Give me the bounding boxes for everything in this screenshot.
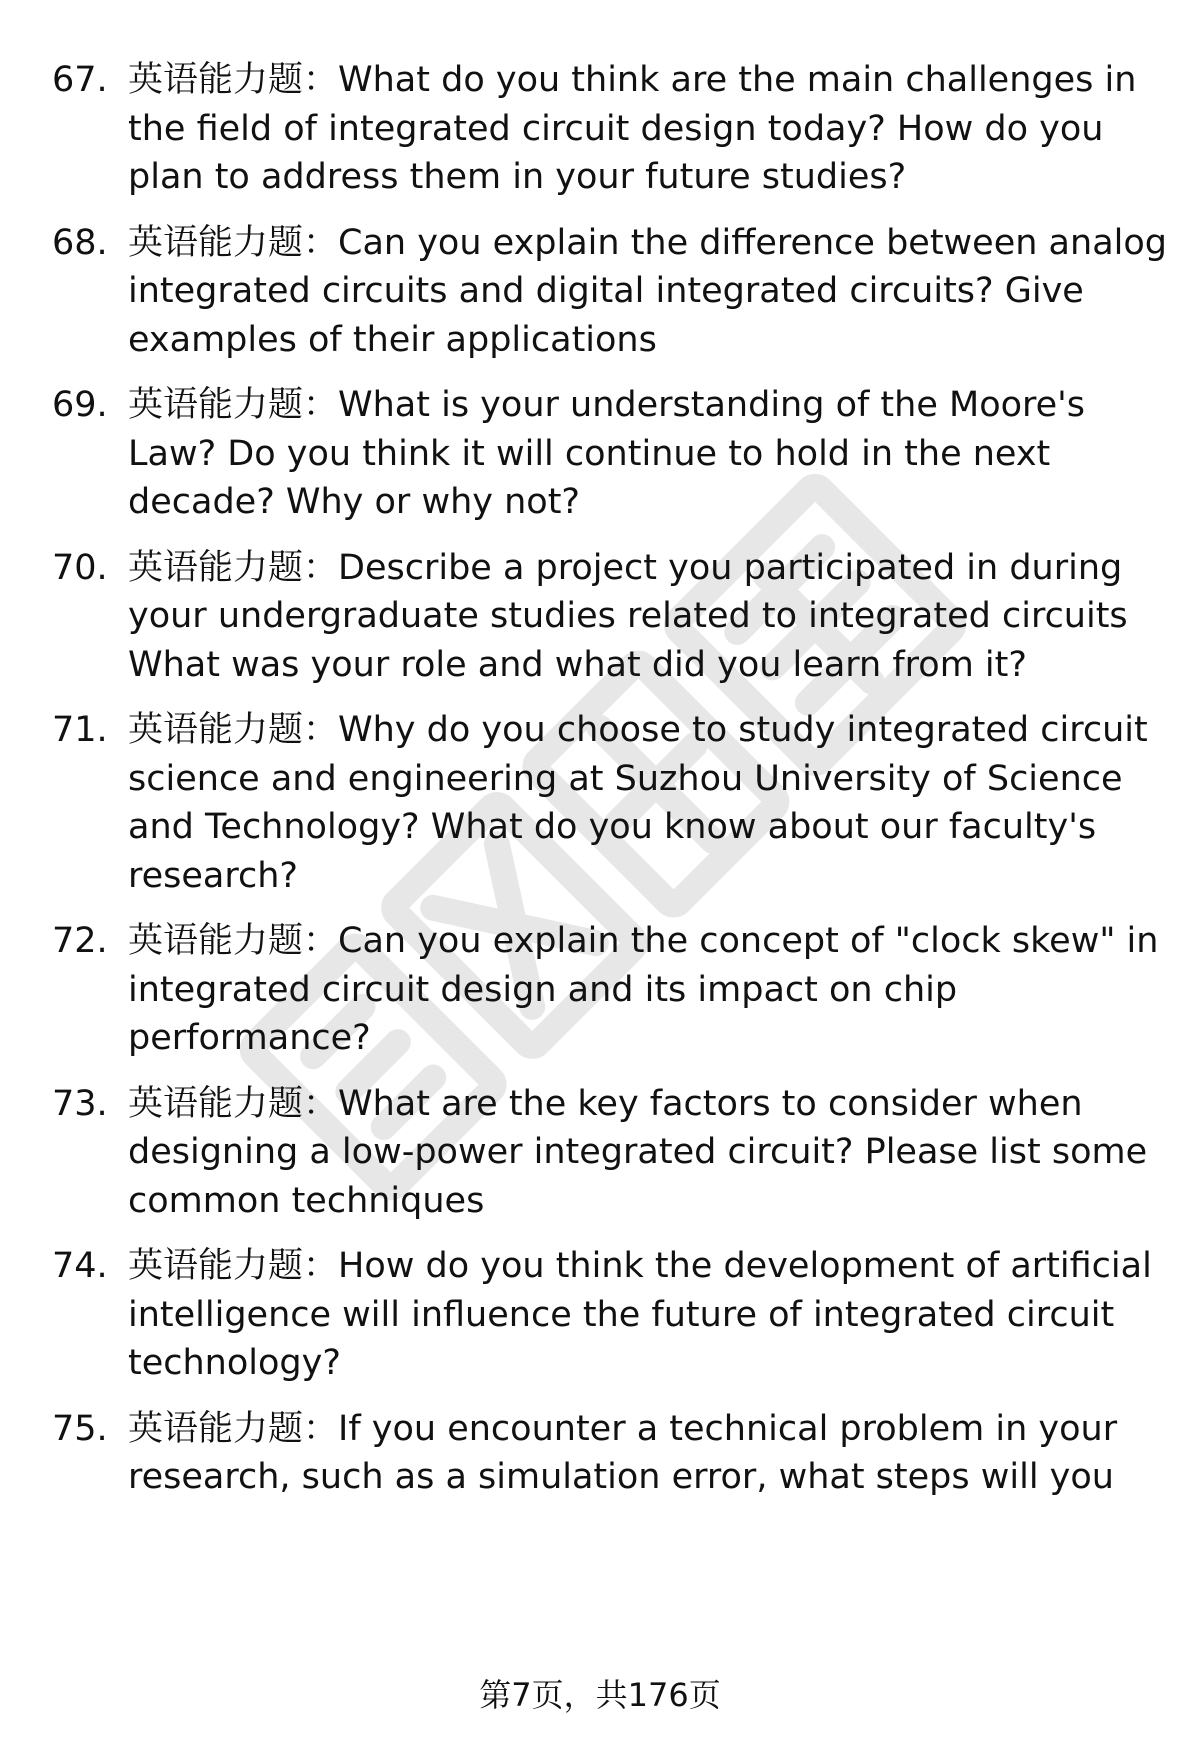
question-text: Can you explain the concept of "clock skew" in integrated circuit design and its impact on chip performance? xyxy=(128,921,1159,1058)
question-prefix: 英语能力题： xyxy=(128,1408,339,1449)
question-list xyxy=(52,56,1172,1519)
question-text: If you encounter a technical problem in your research, such as a simulation error, what steps will you xyxy=(128,1408,1118,1497)
question-item-69 xyxy=(52,381,1172,527)
question-body xyxy=(128,1405,1172,1502)
question-number: 67. xyxy=(52,60,108,100)
question-prefix: 英语能力题： xyxy=(128,1246,339,1286)
question-body xyxy=(128,219,1172,365)
question-body xyxy=(128,706,1172,900)
question-body xyxy=(128,917,1172,1063)
question-number: 71. xyxy=(52,710,108,750)
question-text: Can you explain the difference between analog integrated circuits and digital integrated circuits? Give examples of their applications xyxy=(128,222,1167,360)
question-body xyxy=(128,381,1172,527)
question-text: Why do you choose to study integrated circuit science and engineering at Suzhou University of Science and Technology? What do you know about our faculty's research? xyxy=(128,710,1148,896)
question-item-72 xyxy=(52,917,1172,1063)
question-number: 70. xyxy=(52,547,108,588)
question-number: 75. xyxy=(52,1408,108,1449)
question-body xyxy=(128,544,1172,690)
question-prefix: 英语能力题： xyxy=(128,710,339,750)
question-number: 69. xyxy=(52,385,108,425)
question-text: What is your understanding of the Moore's Law? Do you think it will continue to hold in the next decade? Why or why not? xyxy=(128,385,1086,522)
page-number-label: 第7页，共176页 xyxy=(479,1676,721,1714)
question-body xyxy=(128,1242,1172,1388)
page-footer xyxy=(0,1675,1200,1715)
question-text: How do you think the development of artificial intelligence will influence the future of integrated circuit technology? xyxy=(128,1246,1152,1383)
question-prefix: 英语能力题： xyxy=(128,385,339,425)
question-text: What do you think are the main challenges in the field of integrated circuit design today? How do you plan to address them in your future studies? xyxy=(128,60,1137,197)
question-item-73 xyxy=(52,1080,1172,1226)
question-item-74 xyxy=(52,1242,1172,1388)
question-item-71 xyxy=(52,706,1172,900)
question-body xyxy=(128,1080,1172,1226)
question-number: 74. xyxy=(52,1246,108,1286)
question-item-70 xyxy=(52,544,1172,690)
question-body xyxy=(128,56,1172,202)
question-number: 73. xyxy=(52,1083,108,1124)
question-prefix: 英语能力题： xyxy=(128,547,339,588)
question-prefix: 英语能力题： xyxy=(128,222,339,263)
question-number: 68. xyxy=(52,222,108,263)
question-prefix: 英语能力题： xyxy=(128,60,339,100)
question-prefix: 英语能力题： xyxy=(128,1083,339,1124)
question-text: What are the key factors to consider when designing a low-power integrated circuit? Please list some common techniques xyxy=(128,1083,1148,1221)
question-item-68 xyxy=(52,219,1172,365)
question-text: Describe a project you participated in during your undergraduate studies related to integrated circuits What was your role and what did you learn from it? xyxy=(128,547,1128,685)
question-number: 72. xyxy=(52,921,108,961)
question-item-67 xyxy=(52,56,1172,202)
question-item-75 xyxy=(52,1405,1172,1502)
question-prefix: 英语能力题： xyxy=(128,921,339,961)
